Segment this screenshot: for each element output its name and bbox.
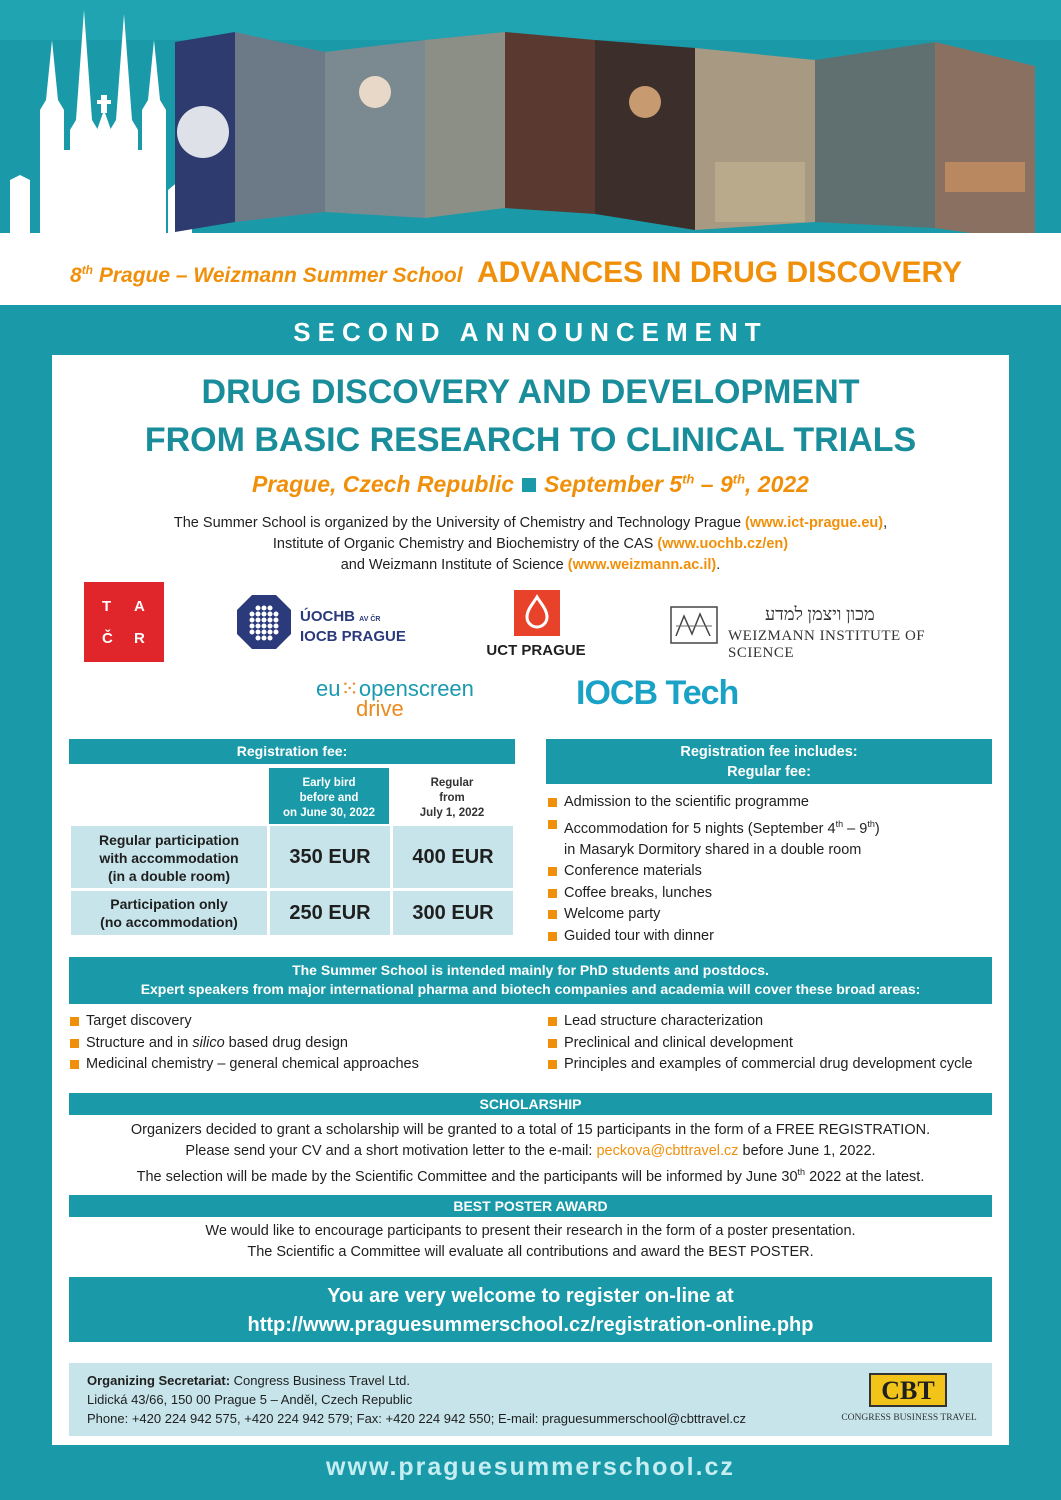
regular-header: Regular from July 1, 2022	[419, 777, 485, 819]
regular-price: 300 EUR	[393, 891, 513, 935]
early-bird-header: Early bird before and on June 30, 2022	[269, 768, 389, 824]
tacr-logo: T A Č R	[84, 582, 164, 662]
fee-includes-header: Registration fee includes: Regular fee:	[546, 739, 992, 784]
right-border	[1009, 305, 1061, 1445]
weizmann-emblem-icon	[670, 606, 718, 644]
photo-collage	[175, 22, 1055, 252]
topic-list-right	[548, 1011, 998, 1076]
list-item: Target discovery	[70, 1011, 530, 1033]
organizers-text: The Summer School is organized by the University of Chemistry and Technology Prague (www.ict-prague.eu), Institute of Organic Chemistry and Biochemistry of the CAS (www.uochb.cz/en) and Weizmann Institute of Science (www.weizmann.ac.il).	[173, 515, 888, 573]
ict-prague-link[interactable]: (www.ict-prague.eu)	[745, 515, 884, 531]
separator-square	[522, 478, 536, 492]
event-title	[70, 256, 1030, 296]
list-item: Conference materials	[548, 861, 988, 883]
table-row	[69, 891, 515, 935]
fee-includes-list	[548, 792, 988, 947]
announcement-text: SECOND ANNOUNCEMENT	[293, 317, 768, 347]
list-item: Welcome party	[548, 904, 988, 926]
organizing-secretariat: Organizing Secretariat: Congress Business Travel Ltd. Lidická 43/66, 150 00 Prague 5 – Anděl, Czech Republic Phone: +420 224 942 575, +420 224 942 579; Fax: +420 224 942 550; E-mail: praguesummerschool@cbttravel.cz CBT CONGRESS BUSINESS TRAVEL	[69, 1363, 992, 1436]
list-item: Admission to the scientific programme	[548, 792, 988, 814]
registration-banner: You are very welcome to register on-line at http://www.praguesummerschool.cz/registration-online.php	[69, 1277, 992, 1342]
topic-list-left	[70, 1011, 530, 1076]
best-poster-text: We would like to encourage participants to present their research in the form of a poster presentation. The Scientific a Committee will evaluate all contributions and award the BEST POSTER.	[205, 1223, 856, 1260]
headline-line-1: DRUG DISCOVERY AND DEVELOPMENT	[201, 373, 860, 411]
event-theme: ADVANCES IN DRUG DISCOVERY	[477, 256, 963, 289]
weizmann-logo: מכון ויצמן למדע WEIZMANN INSTITUTE OF SCIENCE	[670, 604, 980, 648]
headline-line-2: FROM BASIC RESEARCH TO CLINICAL TRIALS	[144, 421, 917, 459]
scholarship-text: Organizers decided to grant a scholarship will be granted to a total of 15 participants in the form of a FREE REGISTRATION. Please send your CV and a short motivation letter to the e-mail: peckova@cbttravel.cz before June 1, 2022. The selection will be made by the Scientific Committee and the participants will be informed by June 30th 2022 at the latest.	[130, 1122, 931, 1185]
list-item: Structure and in silico based drug design	[70, 1033, 530, 1055]
eu-openscreen-drive-logo: eu⁙openscreen drive	[316, 676, 474, 721]
registration-link[interactable]: http://www.praguesummerschool.cz/registration-online.php	[247, 1314, 814, 1336]
early-bird-price: 350 EUR	[270, 826, 390, 888]
list-item: Principles and examples of commercial drug development cycle	[548, 1054, 998, 1076]
edition-label: 8th Prague – Weizmann Summer School	[70, 263, 463, 287]
footer-website-link[interactable]: www.praguesummerschool.cz	[0, 1445, 1061, 1500]
list-item: Preclinical and clinical development	[548, 1033, 998, 1055]
list-item: Lead structure characterization	[548, 1011, 998, 1033]
list-item: Coffee breaks, lunches	[548, 883, 988, 905]
uct-drop-icon	[514, 590, 560, 636]
scholarship-email-link[interactable]: peckova@cbttravel.cz	[596, 1143, 739, 1159]
contact-info: Phone: +420 224 942 575, +420 224 942 579; Fax: +420 224 942 550; E-mail: praguesummerschool@cbttravel.cz	[87, 1411, 746, 1426]
iocb-tech-logo: IOCB Tech	[576, 674, 739, 712]
place-and-date: Prague, Czech Republic September 5th – 9th, 2022	[252, 471, 809, 497]
best-poster-header: BEST POSTER AWARD	[69, 1195, 992, 1217]
registration-fee-header: Registration fee:	[69, 739, 515, 764]
scholarship-header: SCHOLARSHIP	[69, 1093, 992, 1115]
list-item: Accommodation for 5 nights (September 4th – 9th) in Masaryk Dormitory shared in a double room	[548, 814, 988, 862]
iocb-octagon-icon	[236, 594, 292, 650]
regular-price: 400 EUR	[393, 826, 513, 888]
list-item: Guided tour with dinner	[548, 926, 988, 948]
early-bird-price: 250 EUR	[270, 891, 390, 935]
cbt-logo: CBT CONGRESS BUSINESS TRAVEL	[839, 1373, 979, 1429]
weizmann-link[interactable]: (www.weizmann.ac.il)	[567, 557, 717, 573]
target-audience-banner: The Summer School is intended mainly for PhD students and postdocs. Expert speakers from major international pharma and biotech companies and academia will cover these broad areas:	[69, 957, 992, 1004]
uct-prague-logo: UCT PRAGUE	[480, 588, 592, 664]
prague-skyline-silhouette	[0, 0, 200, 240]
list-item: Medicinal chemistry – general chemical approaches	[70, 1054, 530, 1076]
uochb-link[interactable]: (www.uochb.cz/en)	[657, 536, 789, 552]
row-label: Participation only (no accommodation)	[71, 891, 267, 935]
iocb-prague-logo: ÚOCHB AV ČR IOCB PRAGUE	[236, 594, 436, 654]
row-label: Regular participation with accommodation (in a double room)	[71, 826, 267, 888]
left-border	[0, 305, 52, 1445]
table-row	[69, 826, 515, 888]
